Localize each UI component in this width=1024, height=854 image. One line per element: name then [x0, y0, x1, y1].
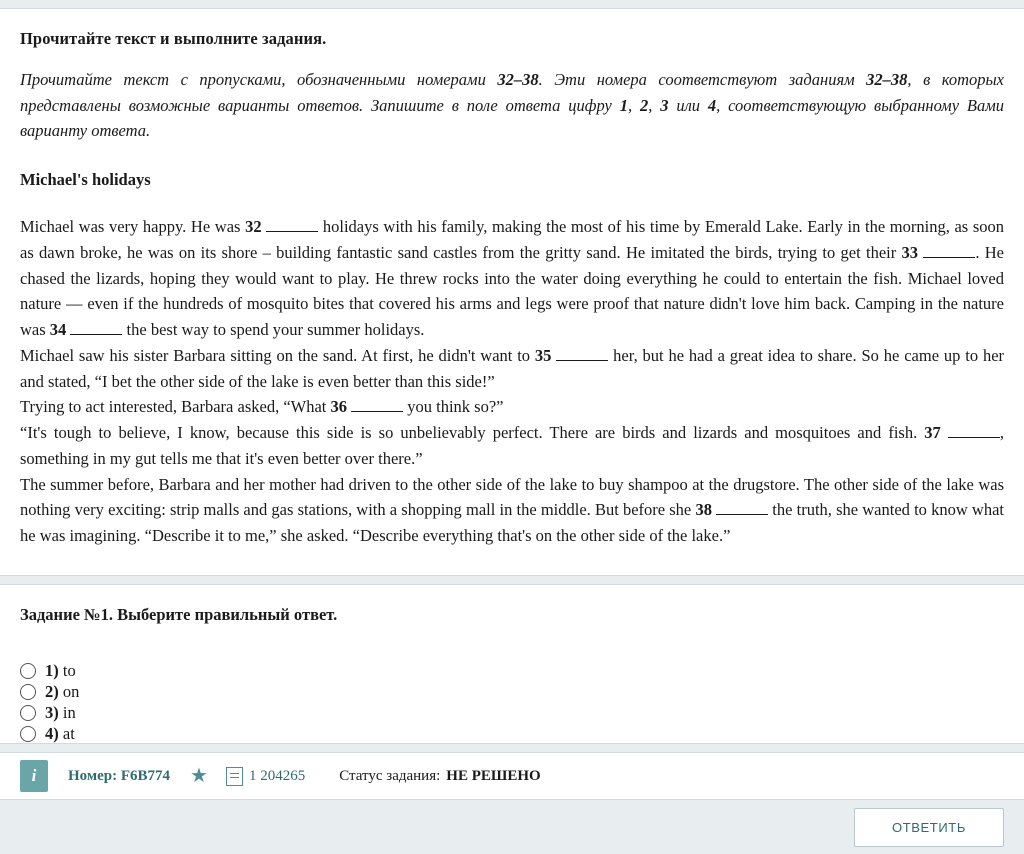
instructions-digit-1: 1	[619, 95, 628, 115]
gap-number-38: 38	[695, 500, 712, 520]
question-title: Задание №1. Выберите правильный ответ.	[20, 604, 338, 624]
story-title: Michael's holidays	[20, 170, 151, 190]
gap-number-33: 33	[901, 242, 919, 262]
answer-button[interactable]: ОТВЕТИТЬ	[854, 808, 1004, 847]
p3-text-b: you think so?”	[403, 397, 504, 417]
instructions-text-7: , соответствующую выбранному Вами варианту ответа.	[20, 95, 1005, 141]
section-divider	[0, 575, 1024, 585]
p2-text-a: Michael saw his sister Barbara sitting on the sand. At first, he didn't want to	[20, 345, 535, 365]
instructions-text-6: или	[668, 95, 708, 115]
instructions-digit-2: 2	[639, 95, 649, 115]
gap-blank-36	[351, 397, 403, 412]
answer-options	[0, 661, 1024, 745]
instructions-digit-3: 3	[660, 95, 669, 115]
option-label-2	[45, 682, 79, 702]
radio-icon-3[interactable]	[20, 705, 36, 721]
status-badge: НЕ РЕШЕНО	[446, 767, 541, 784]
p4-text-a: “It's tough to believe, I know, because this side is so unbelievably perfect. There are birds and lizards and mosquitoes and fish.	[20, 423, 925, 443]
gap-blank-32	[266, 217, 318, 232]
top-strip	[0, 0, 1024, 9]
instructions-range-2: 32–38	[866, 70, 908, 89]
status-label: Статус задания:	[339, 767, 441, 784]
option-marker-4: 4)	[45, 724, 59, 744]
star-icon[interactable]: ★	[190, 765, 208, 787]
p1-text-c: . He chased the lizards, hoping they would want to play. He threw rocks into the water doing everything he could to entertain the fish. Michael loved nature — even if the hundreds of mosquito bites that covered his arms and legs were proof that nature didn't love him back. Camping in the nature was	[20, 242, 1005, 340]
instructions-text-1: Прочитайте текст с пропусками, обозначенными номерами	[20, 70, 498, 89]
content-page	[0, 29, 1024, 549]
option-label-3	[45, 703, 76, 723]
option-label-1	[45, 661, 76, 681]
option-marker-3: 3)	[45, 703, 59, 723]
instructions-digit-4: 4	[707, 95, 717, 115]
gap-number-34: 34	[49, 320, 67, 340]
instructions-text-2: . Эти номера соответствуют заданиям	[538, 70, 867, 89]
gap-blank-34	[70, 320, 122, 335]
gap-number-37: 37	[924, 423, 941, 443]
p5-text-b: the truth, she wanted to know what he was imagining. “Describe it to me,” she asked. “Describe everything that's on the other side of the lake.”	[20, 500, 1004, 546]
p4-text-b: , something in my gut tells me that it's even better over there.”	[20, 423, 1004, 468]
gap-number-36: 36	[330, 397, 347, 417]
p2-text-b: her, but he had a great idea to share. So he came up to her and stated, “I bet the other side of the lake is even better than this side!”	[20, 345, 1005, 391]
radio-icon-1[interactable]	[20, 663, 36, 679]
option-text-1: to	[58, 661, 76, 681]
p3-text-a: Trying to act interested, Barbara asked, “What	[20, 397, 331, 417]
instructions-range-1: 32–38	[497, 70, 539, 89]
task-number: Номер: F6B774	[68, 767, 171, 784]
instructions-text-5: ,	[648, 95, 661, 115]
story-paragraph-4	[20, 420, 1004, 471]
info-icon[interactable]: i	[20, 760, 48, 792]
footer-divider	[0, 743, 1024, 753]
p1-text-b: holidays with his family, making the most of his time by Emerald Lake. Early in the morning, as soon as dawn broke, he was on its shore – building fantastic sand castles from the gritty sand. He imitated the birds, trying to get their	[20, 217, 1005, 262]
gap-number-32: 32	[245, 217, 262, 237]
option-row-3[interactable]	[20, 703, 1004, 724]
radio-icon-2[interactable]	[20, 684, 36, 700]
option-row-2[interactable]	[20, 682, 1004, 703]
views-count: 1 204265	[248, 767, 306, 784]
footer-bar	[0, 753, 1024, 799]
gap-blank-33	[923, 243, 975, 258]
instructions-text-4: ,	[627, 95, 640, 115]
task-title: Прочитайте текст и выполните задания.	[20, 29, 327, 48]
option-text-2: on	[58, 682, 80, 702]
story-paragraph-5	[20, 472, 1004, 549]
story-body	[20, 214, 1004, 549]
radio-icon-4[interactable]	[20, 726, 36, 742]
option-text-3: in	[58, 703, 76, 723]
story-paragraph-1	[20, 214, 1004, 343]
instructions-text-3: , в которых представлены возможные варианты ответов. Запишите в поле ответа цифру	[20, 70, 1005, 115]
answer-bar	[0, 799, 1024, 854]
option-row-4[interactable]	[20, 724, 1004, 745]
document-icon	[226, 767, 243, 786]
option-row-1[interactable]	[20, 661, 1004, 682]
p1-text-a: Michael was very happy. He was	[20, 217, 246, 237]
option-marker-2: 2)	[45, 682, 59, 702]
p5-text-a: The summer before, Barbara and her mother had driven to the other side of the lake to buy shampoo at the drugstore. The other side of the lake was nothing very exciting: strip malls and gas stations, with a shopping mall in the middle. But before she	[20, 474, 1004, 520]
gap-blank-37	[948, 423, 1000, 438]
gap-blank-38	[716, 500, 768, 515]
gap-number-35: 35	[534, 345, 552, 365]
p1-text-d: the best way to spend your summer holidays.	[122, 320, 425, 340]
option-text-4: at	[58, 724, 75, 744]
option-marker-1: 1)	[45, 661, 59, 681]
story-paragraph-2	[20, 343, 1004, 394]
footer-region	[0, 743, 1024, 854]
task-instructions	[20, 67, 1004, 144]
story-paragraph-3	[20, 394, 1004, 420]
option-label-4	[45, 724, 75, 744]
gap-blank-35	[556, 346, 608, 361]
